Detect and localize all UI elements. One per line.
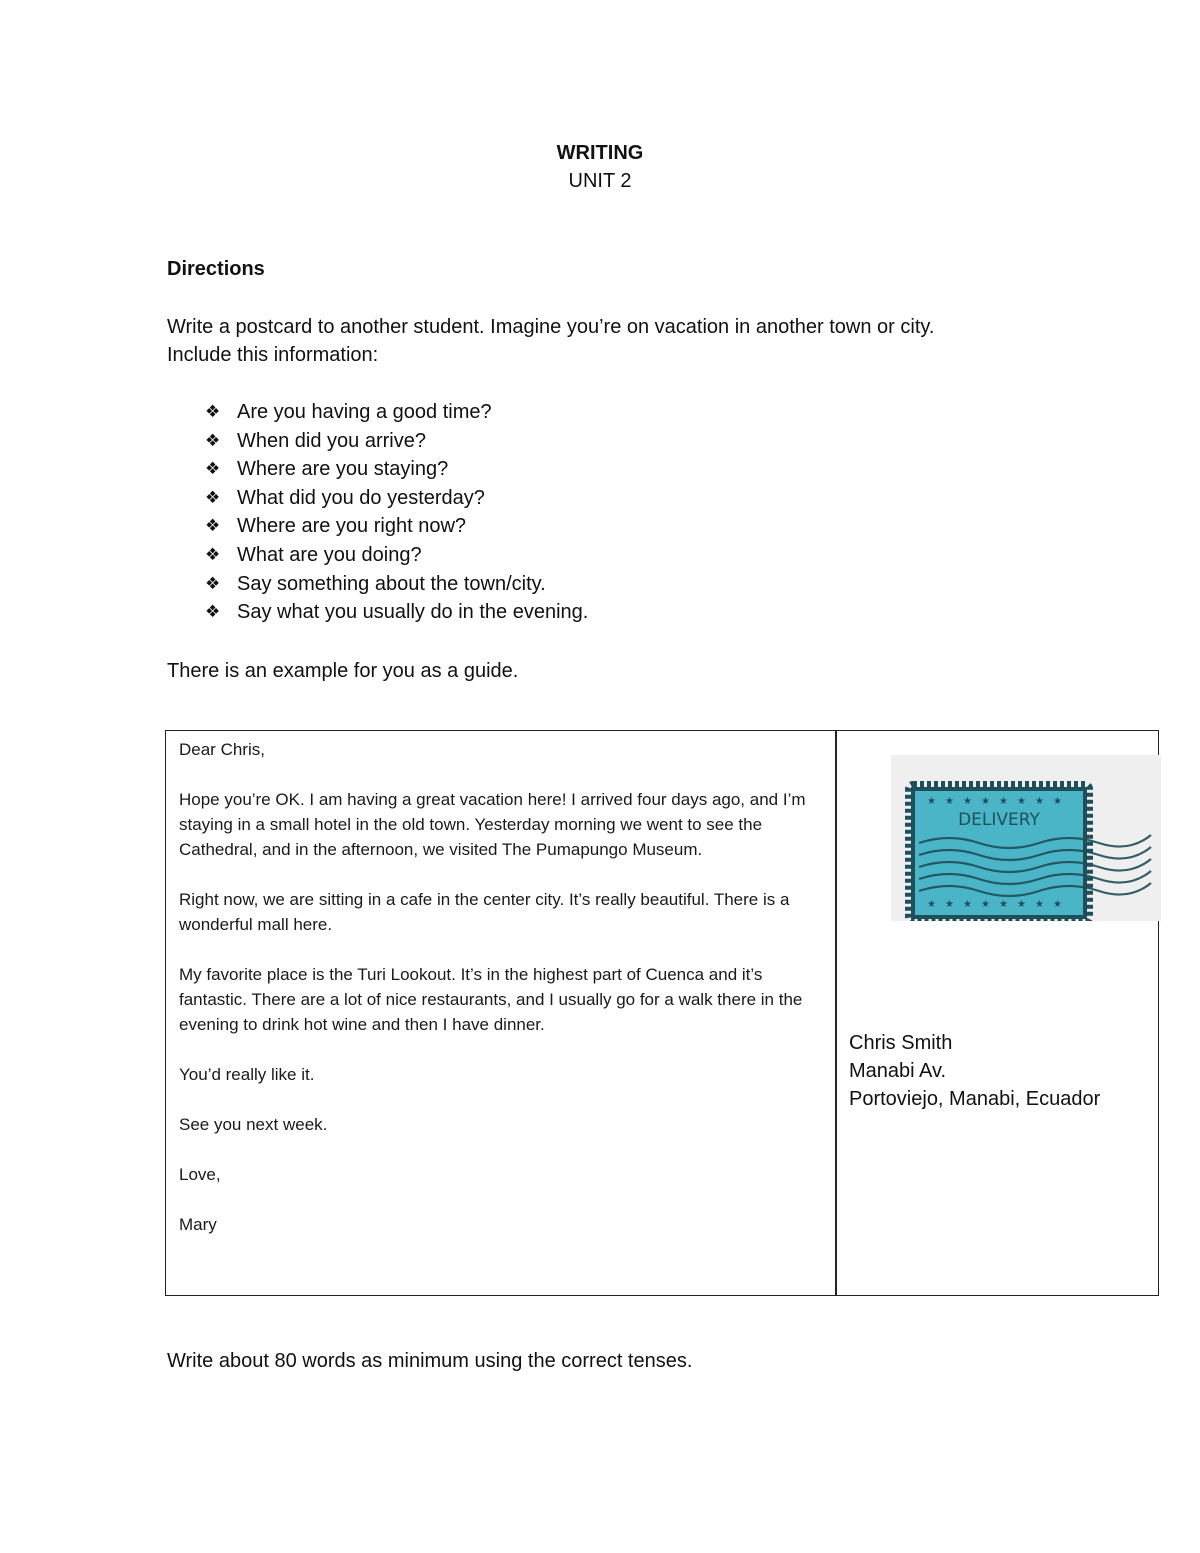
svg-text:★: ★ [963,899,972,910]
svg-text:★: ★ [1053,796,1062,807]
message-paragraph: Right now, we are sitting in a cafe in the center city. It’s really beautiful. There is a wonderful mall here. [179,890,790,934]
directions-heading: Directions [167,258,265,280]
diamond-bullet-icon: ❖ [205,544,221,564]
diamond-bullet-icon: ❖ [205,602,221,622]
greeting: Dear Chris, [179,740,265,759]
stamp-label: DELIVERY [958,810,1040,830]
signature: Mary [179,1215,217,1234]
recipient-name: Chris Smith [849,1032,953,1054]
closing-line: See you next week. [179,1115,328,1134]
diamond-bullet-icon: ❖ [205,573,221,593]
diamond-bullet-icon: ❖ [205,459,221,479]
message-paragraph: Hope you’re OK. I am having a great vacation here! I arrived four days ago, and I’m staying in a small hotel in the old town. Yesterday morning we went to see the Cathedral, and in the afternoon, we visited The Pumapungo Museum. [179,790,806,859]
svg-text:★: ★ [999,796,1008,807]
svg-text:★: ★ [945,899,954,910]
recipient-city: Portoviejo, Manabi, Ecuador [849,1088,1101,1110]
postcard-message [179,737,829,1262]
list-item: ❖ What are you doing? [205,541,588,570]
delivery-stamp-icon [891,755,1161,921]
svg-text:★: ★ [1035,796,1044,807]
svg-text:★: ★ [1053,899,1062,910]
diamond-bullet-icon: ❖ [205,430,221,450]
diamond-bullet-icon: ❖ [205,516,221,536]
list-item: ❖ Where are you right now? [205,512,588,541]
signoff: Love, [179,1165,221,1184]
page-title: WRITING [556,142,644,164]
svg-text:★: ★ [1017,899,1026,910]
directions-intro-line-2: Include this information: [167,344,379,366]
recipient-street: Manabi Av. [849,1060,947,1082]
postcard-divider [835,730,837,1296]
svg-text:★: ★ [981,899,990,910]
recipient-address [849,1029,1100,1113]
list-item: ❖ Say what you usually do in the evening. [205,598,588,627]
svg-text:★: ★ [1017,796,1026,807]
svg-text:★: ★ [963,796,972,807]
word-count-instruction: Write about 80 words as minimum using the correct tenses. [167,1350,693,1372]
list-item: ❖ What did you do yesterday? [205,484,588,513]
list-item: ❖ Where are you staying? [205,455,588,484]
closing-line: You’d really like it. [179,1065,315,1084]
svg-text:★: ★ [981,796,990,807]
list-item: ❖ Say something about the town/city. [205,570,588,599]
diamond-bullet-icon: ❖ [205,487,221,507]
message-paragraph: My favorite place is the Turi Lookout. It’s in the highest part of Cuenca and it’s fantastic. There are a lot of nice restaurants, and I usually go for a walk there in the evening to drink hot wine and then I have dinner. [179,965,803,1034]
information-list [205,398,588,627]
directions-intro-line-1: Write a postcard to another student. Imagine you’re on vacation in another town or city. [167,316,935,338]
svg-text:★: ★ [1035,899,1044,910]
svg-text:★: ★ [999,899,1008,910]
svg-text:★: ★ [927,899,936,910]
unit-label: UNIT 2 [568,170,632,192]
example-note: There is an example for you as a guide. [167,660,519,682]
diamond-bullet-icon: ❖ [205,402,221,421]
svg-text:★: ★ [927,796,936,807]
directions-intro [167,313,934,369]
list-item: ❖ When did you arrive? [205,427,588,456]
list-item: ❖ Are you having a good time? [205,398,588,427]
svg-text:★: ★ [945,796,954,807]
